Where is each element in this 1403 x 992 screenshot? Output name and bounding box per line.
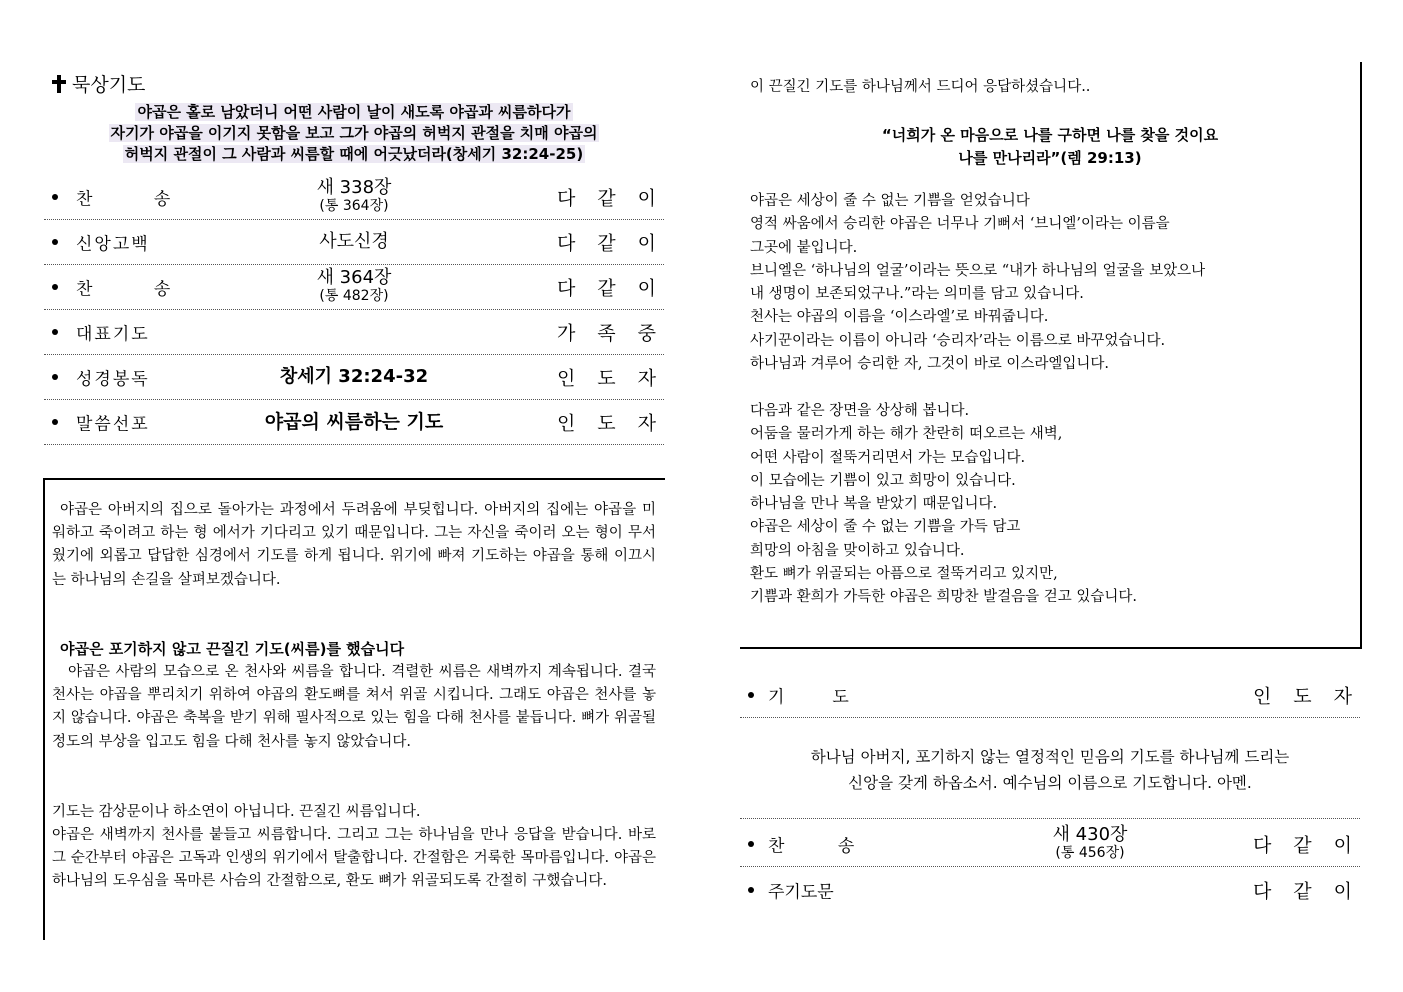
scripture-verse xyxy=(44,102,664,165)
order-leader: 다같이 xyxy=(556,187,678,210)
sermon-paragraph-3: 야곱은 새벽까지 천사를 붙들고 씨름합니다. 그리고 그는 하나님을 만나 응답을 받습니다. 바로 그 순간부터 야곱은 고독과 인생의 위기에서 탈출합니다. 간절함은 거룩한 목마름입니다. 야곱은 하나님의 도우심을 목마른 사슴의 간절함으로, 환도 뼈가 위골되도록 간절히 구했습니다. xyxy=(52,827,656,890)
sermon-paragraph-3-lead: 기도는 감상문이나 하소연이 아닙니다. 끈질긴 씨름입니다. xyxy=(52,804,421,820)
sermon-paragraph-2: 야곱은 사람의 모습으로 온 천사와 씨름을 합니다. 격렬한 씨름은 새벽까지 계속됩니다. 결국 천사는 야곱을 뿌리치기 위하여 야곱의 환도뼈를 쳐서 위골 시킵니다. 그래도 야곱은 천사를 놓지 않습니다. 야곱은 축복을 받기 위해 필사적으로 있는 힘을 다해 천사를 붙듭니다. 뼈가 위골될 정도의 부상을 입고도 힘을 다해 천사를 놓지 않았습니다. xyxy=(52,664,656,750)
bullet-icon xyxy=(52,419,58,425)
bullet-icon xyxy=(52,239,58,245)
hymn-number: 새 364장 xyxy=(316,267,392,288)
closing-prayer-text xyxy=(740,744,1360,796)
text-line: 내 생명이 보존되었구나.”라는 의미를 담고 있습니다. xyxy=(750,286,1084,303)
bullet-icon xyxy=(52,194,58,200)
meditation-block-1 xyxy=(750,190,1350,376)
text-line: 희망의 아침을 맞이하고 있습니다. xyxy=(750,542,965,559)
order-row-lords-prayer xyxy=(740,868,1374,912)
meditation-block-2 xyxy=(750,400,1350,610)
order-leader: 다같이 xyxy=(556,232,678,255)
hymn-number: 새 338장 xyxy=(316,177,392,198)
order-main xyxy=(224,179,484,215)
text-line: 사기꾼이라는 이름이 아니라 ‘승리자’라는 이름으로 바꾸었습니다. xyxy=(750,332,1166,349)
cross-icon xyxy=(52,75,66,93)
text-line: 다음과 같은 장면을 상상해 봅니다. xyxy=(750,403,970,419)
sermon-subheading: 야곱은 포기하지 않고 끈질긴 기도(씨름)를 했습니다 xyxy=(60,640,405,658)
order-row-hymn-3 xyxy=(740,822,1374,867)
order-label: 기도 xyxy=(768,687,897,708)
order-main xyxy=(960,826,1220,862)
bullet-icon xyxy=(748,841,754,847)
order-row-closing-prayer xyxy=(740,673,1374,718)
text-line: 하나님을 만나 복을 받았기 때문입니다. xyxy=(750,496,998,513)
hymn-old-number: (통 456장) xyxy=(1055,845,1125,861)
quote-line: 나를 만나리라”(렘 29:13) xyxy=(958,149,1142,167)
order-main xyxy=(224,269,484,305)
order-label: 대표기도 xyxy=(76,324,150,345)
order-leader: 다같이 xyxy=(1252,880,1374,903)
text-line: 어둠을 물러가게 하는 해가 찬란히 떠오르는 새벽, xyxy=(750,426,1063,443)
order-label: 주기도문 xyxy=(768,882,834,903)
order-leader: 인도자 xyxy=(556,412,678,435)
hymn-old-number: (통 364장) xyxy=(319,198,389,214)
order-row-creed xyxy=(44,220,678,265)
prayer-line: 신앙을 갖게 하옵소서. 예수님의 이름으로 기도합니다. 아멘. xyxy=(848,774,1252,792)
scripture-quote xyxy=(740,124,1360,170)
bullet-icon xyxy=(748,692,754,698)
order-row-sermon xyxy=(44,400,678,445)
section-heading xyxy=(52,70,145,97)
text-line: 야곱은 세상이 줄 수 없는 기쁨을 가득 담고 xyxy=(750,519,1021,536)
order-leader: 다같이 xyxy=(1252,834,1374,857)
order-label: 성경봉독 xyxy=(76,369,150,390)
order-label: 말씀선포 xyxy=(76,414,150,435)
bullet-icon xyxy=(748,887,754,893)
bullet-icon xyxy=(52,329,58,335)
order-row-hymn-1 xyxy=(44,175,678,220)
text-line: 이 모습에는 기쁨이 있고 희망이 있습니다. xyxy=(750,472,1016,489)
order-leader: 가족중 xyxy=(556,322,678,345)
order-row-hymn-2 xyxy=(44,265,678,310)
order-label: 찬 송 xyxy=(76,279,199,300)
text-line: 하나님과 겨루어 승리한 자, 그것이 바로 이스라엘입니다. xyxy=(750,356,1110,373)
text-line: 환도 뼈가 위골되는 아픔으로 절뚝거리고 있지만, xyxy=(750,566,1058,583)
bullet-icon xyxy=(52,284,58,290)
text-line: 천사는 야곱의 이름을 ‘이스라엘’로 바꿔줍니다. xyxy=(750,309,1049,326)
order-row-reading xyxy=(44,355,678,400)
text-line: 어떤 사람이 절뚝거리면서 가는 모습입니다. xyxy=(750,449,1026,466)
text-line: 브니엘은 ‘하나님의 얼굴’이라는 뜻으로 “내가 하나님의 얼굴을 보았으나 xyxy=(750,262,1206,279)
text-line: 야곱은 세상이 줄 수 없는 기쁨을 얻었습니다 xyxy=(750,193,1030,209)
order-main: 사도신경 xyxy=(319,231,389,252)
intro-text: 이 끈질긴 기도를 하나님께서 드디어 응답하셨습니다.. xyxy=(750,79,1091,95)
text-line: 그곳에 붙입니다. xyxy=(750,239,858,256)
quote-line: “너희가 온 마음으로 나를 구하면 나를 찾을 것이요 xyxy=(881,126,1219,144)
hymn-old-number: (통 482장) xyxy=(319,288,389,304)
order-label: 찬 송 xyxy=(76,189,199,210)
sermon-paragraph-1: 야곱은 아버지의 집으로 돌아가는 과정에서 두려움에 부딪힙니다. 아버지의 집에는 야곱을 미워하고 죽이려고 하는 형 에서가 기다리고 있기 때문입니다. 그는 자신을 죽이러 오는 형이 무서웠기에 외롭고 답답한 심경에서 기도를 하게 됩니다. 위기에 빠져 기도하는 야곱을 통해 이끄시는 하나님의 손길을 살펴보겠습니다. xyxy=(52,502,656,588)
order-main: 창세기 32:24-32 xyxy=(279,366,429,387)
order-row-prayer xyxy=(44,310,678,355)
bullet-icon xyxy=(52,374,58,380)
verse-line: 야곱은 홀로 남았더니 어떤 사람이 날이 새도록 야곱과 씨름하다가 xyxy=(137,103,571,121)
prayer-line: 하나님 아버지, 포기하지 않는 열정적인 믿음의 기도를 하나님께 드리는 xyxy=(810,748,1290,766)
hymn-number: 새 430장 xyxy=(1052,824,1128,845)
text-line: 영적 싸움에서 승리한 야곱은 너무나 기뻐서 ‘브니엘’이라는 이름을 xyxy=(750,216,1170,233)
order-leader: 인도자 xyxy=(556,367,678,390)
heading-text: 묵상기도 xyxy=(72,74,146,96)
order-label: 신앙고백 xyxy=(76,234,150,255)
order-leader: 다같이 xyxy=(556,277,678,300)
order-leader: 인도자 xyxy=(1252,685,1374,708)
order-label: 찬 송 xyxy=(768,836,879,857)
text-line: 기쁨과 환희가 가득한 야곱은 희망찬 발걸음을 걷고 있습니다. xyxy=(750,589,1138,606)
divider xyxy=(740,818,1360,819)
verse-line: 자기가 야곱을 이기지 못함을 보고 그가 야곱의 허벅지 관절을 치매 야곱의 xyxy=(110,124,598,142)
sermon-title: 야곱의 씨름하는 기도 xyxy=(264,411,444,433)
verse-line: 허벅지 관절이 그 사람과 씨름할 때에 어긋났더라(창세기 32:24-25) xyxy=(124,145,584,163)
